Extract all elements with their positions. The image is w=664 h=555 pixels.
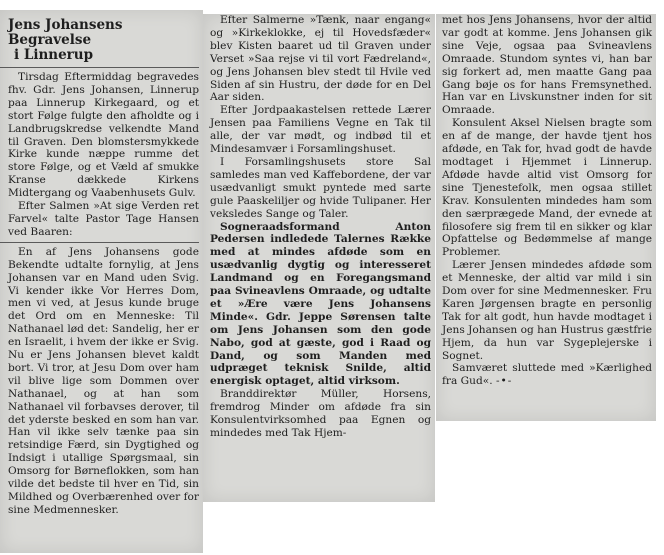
article-headline [8, 18, 199, 63]
paragraph-speeches: Sogneraadsformand Anton Pedersen indledede Talernes Række med at mindes afdøde som en usædvanlig dygtig og interesseret Landmand og en Foregangsmand paa Svineavlens Omraade, og udtalte et »Ære være Jens Johansens Minde«. Gdr. Jeppe Sørensen talte om Jens Johansen som den gode Nabo, god at gæste, god i Raad og Dand, og som Manden med udpræget teknisk Snilde, altid energisk optaget, altid virksom. [210, 220, 431, 388]
paragraph-thanks: Efter Jordpaakastelsen rettede Lærer Jensen paa Familiens Vegne en Tak til alle, der var mødt, og indbød til et Mindesamvær i Forsamlingshuset. [210, 104, 431, 156]
paragraph-salme: Efter Salmen »At sige Verden ret Farvel« talte Pastor Tage Hansen ved Baaren: [8, 200, 199, 238]
headline-line-1: Jens Johansens Begravelse [8, 17, 123, 48]
paragraph-jensen: Lærer Jensen mindedes afdøde som et Menneske, der altid var mild i sin Dom over for sine Medmennesker. Fru Karen Jørgensen bragte en personlig Tak for alt godt, hun havde modtaget i Jens Johansen og han Hustrus gæstfrie Hjem, da hun var Sygeplejerske i Sognet. [442, 259, 653, 362]
paragraph-gathering: I Forsamlingshusets store Sal samledes man ved Kaffebordene, der var usædvanligt smukt pyntede med sarte gule Paaskeliljer og hvide Tulipaner. Her veksledes Sange og Taler. [210, 155, 431, 220]
headline-line-2: i Linnerup [14, 47, 94, 63]
paragraph-nielsen: Konsulent Aksel Nielsen bragte som en af de mange, der havde tjent hos afdøde, en Tak for, hvad godt de havde modtaget i Hjemmet i Linnerup. Afdøde havde altid vist Omsorg for sine Tjenestefolk, men ogsaa stillet Krav. Konsulenten mindedes ham som den særprægede Mand, der evnede at filosofere sig frem til en sikker og klar Opfattelse og Bedømmelse af mange Problemer. [442, 117, 652, 259]
paragraph-closing [442, 362, 652, 388]
paragraph-intro: Tirsdag Eftermiddag begravedes fhv. Gdr. Jens Johansen, Linnerup paa Linnerup Kirkegaard, og et stort Følge fulgte den afholdte og i Landbrugskredse velkendte Mand til Graven. Den blomstersmykkede Kirke kunde næppe rumme det store Følge, og et Væld af smukke Kranse dækkede Kirkens Midtergang og Vaabenhusets Gulv. [8, 71, 199, 200]
article-column-3 [436, 14, 656, 421]
section-rule [0, 242, 199, 243]
paragraph-mueller: Branddirektør Müller, Horsens, fremdrog Minder om afdøde fra sin Konsulentvirksomhed paa Egnen og mindedes med Tak Hjem- [210, 388, 431, 439]
paragraph-sermon: En af Jens Johansens gode Bekendte udtalte fornylig, at Jens Johansen var en Mand uden Svig. Vi kender ikke Vor Herres Dom, men vi ved, at Jesus kunde bruge det Ord om en Menneske: Til Nathanael lød det: Sandelig, her er en Israelit, i hvem der ikke er Svig. Nu er Jens Johansen blevet kaldt bort. Vi tror, at Jesu Dom over ham vil blive lige som Dommen over Nathanael, og at han som Nathanael vil forbavses derover, til det yderste besked en som han var. Han vil ikke selv tænke paa sin retsindige Færd, sin Dygtighed og Indsigt i utallige Spørgsmaal, sin Omsorg for Børneflokken, som han vilde det bedste til hver en Tid, sin Mildhed og Overbærenhed over for sine Medmennesker. [8, 245, 199, 516]
article-column-1 [0, 10, 203, 553]
closing-text: Samværet sluttede med »Kærlighed fra Gud«. [442, 362, 652, 388]
paragraph-burial: Efter Salmerne »Tænk, naar engang« og »Kirkeklokke, ej til Hovedsfæder« blev Kisten baaret ud til Graven under Verset »Saa rejse vi til vort Fædreland«, og Jens Johansen blev stedt til Hvile ved Siden af sin Hustru, der døde for en Del Aar siden. [210, 14, 431, 104]
headline-rule [0, 67, 199, 68]
paragraph-continuation: met hos Jens Johansens, hvor der altid var godt at komme. Jens Johansen gik sine Veje, ogsaa paa Svineavlens Omraade. Stundom syntes vi, han bar sig forkert ad, men maatte Gang paa Gang bøje os for hans Fremsynethed. Han var en Livskunstner inden for sit Omraade. [442, 14, 652, 117]
article-column-2 [203, 14, 435, 502]
end-mark: -•- [495, 375, 513, 388]
